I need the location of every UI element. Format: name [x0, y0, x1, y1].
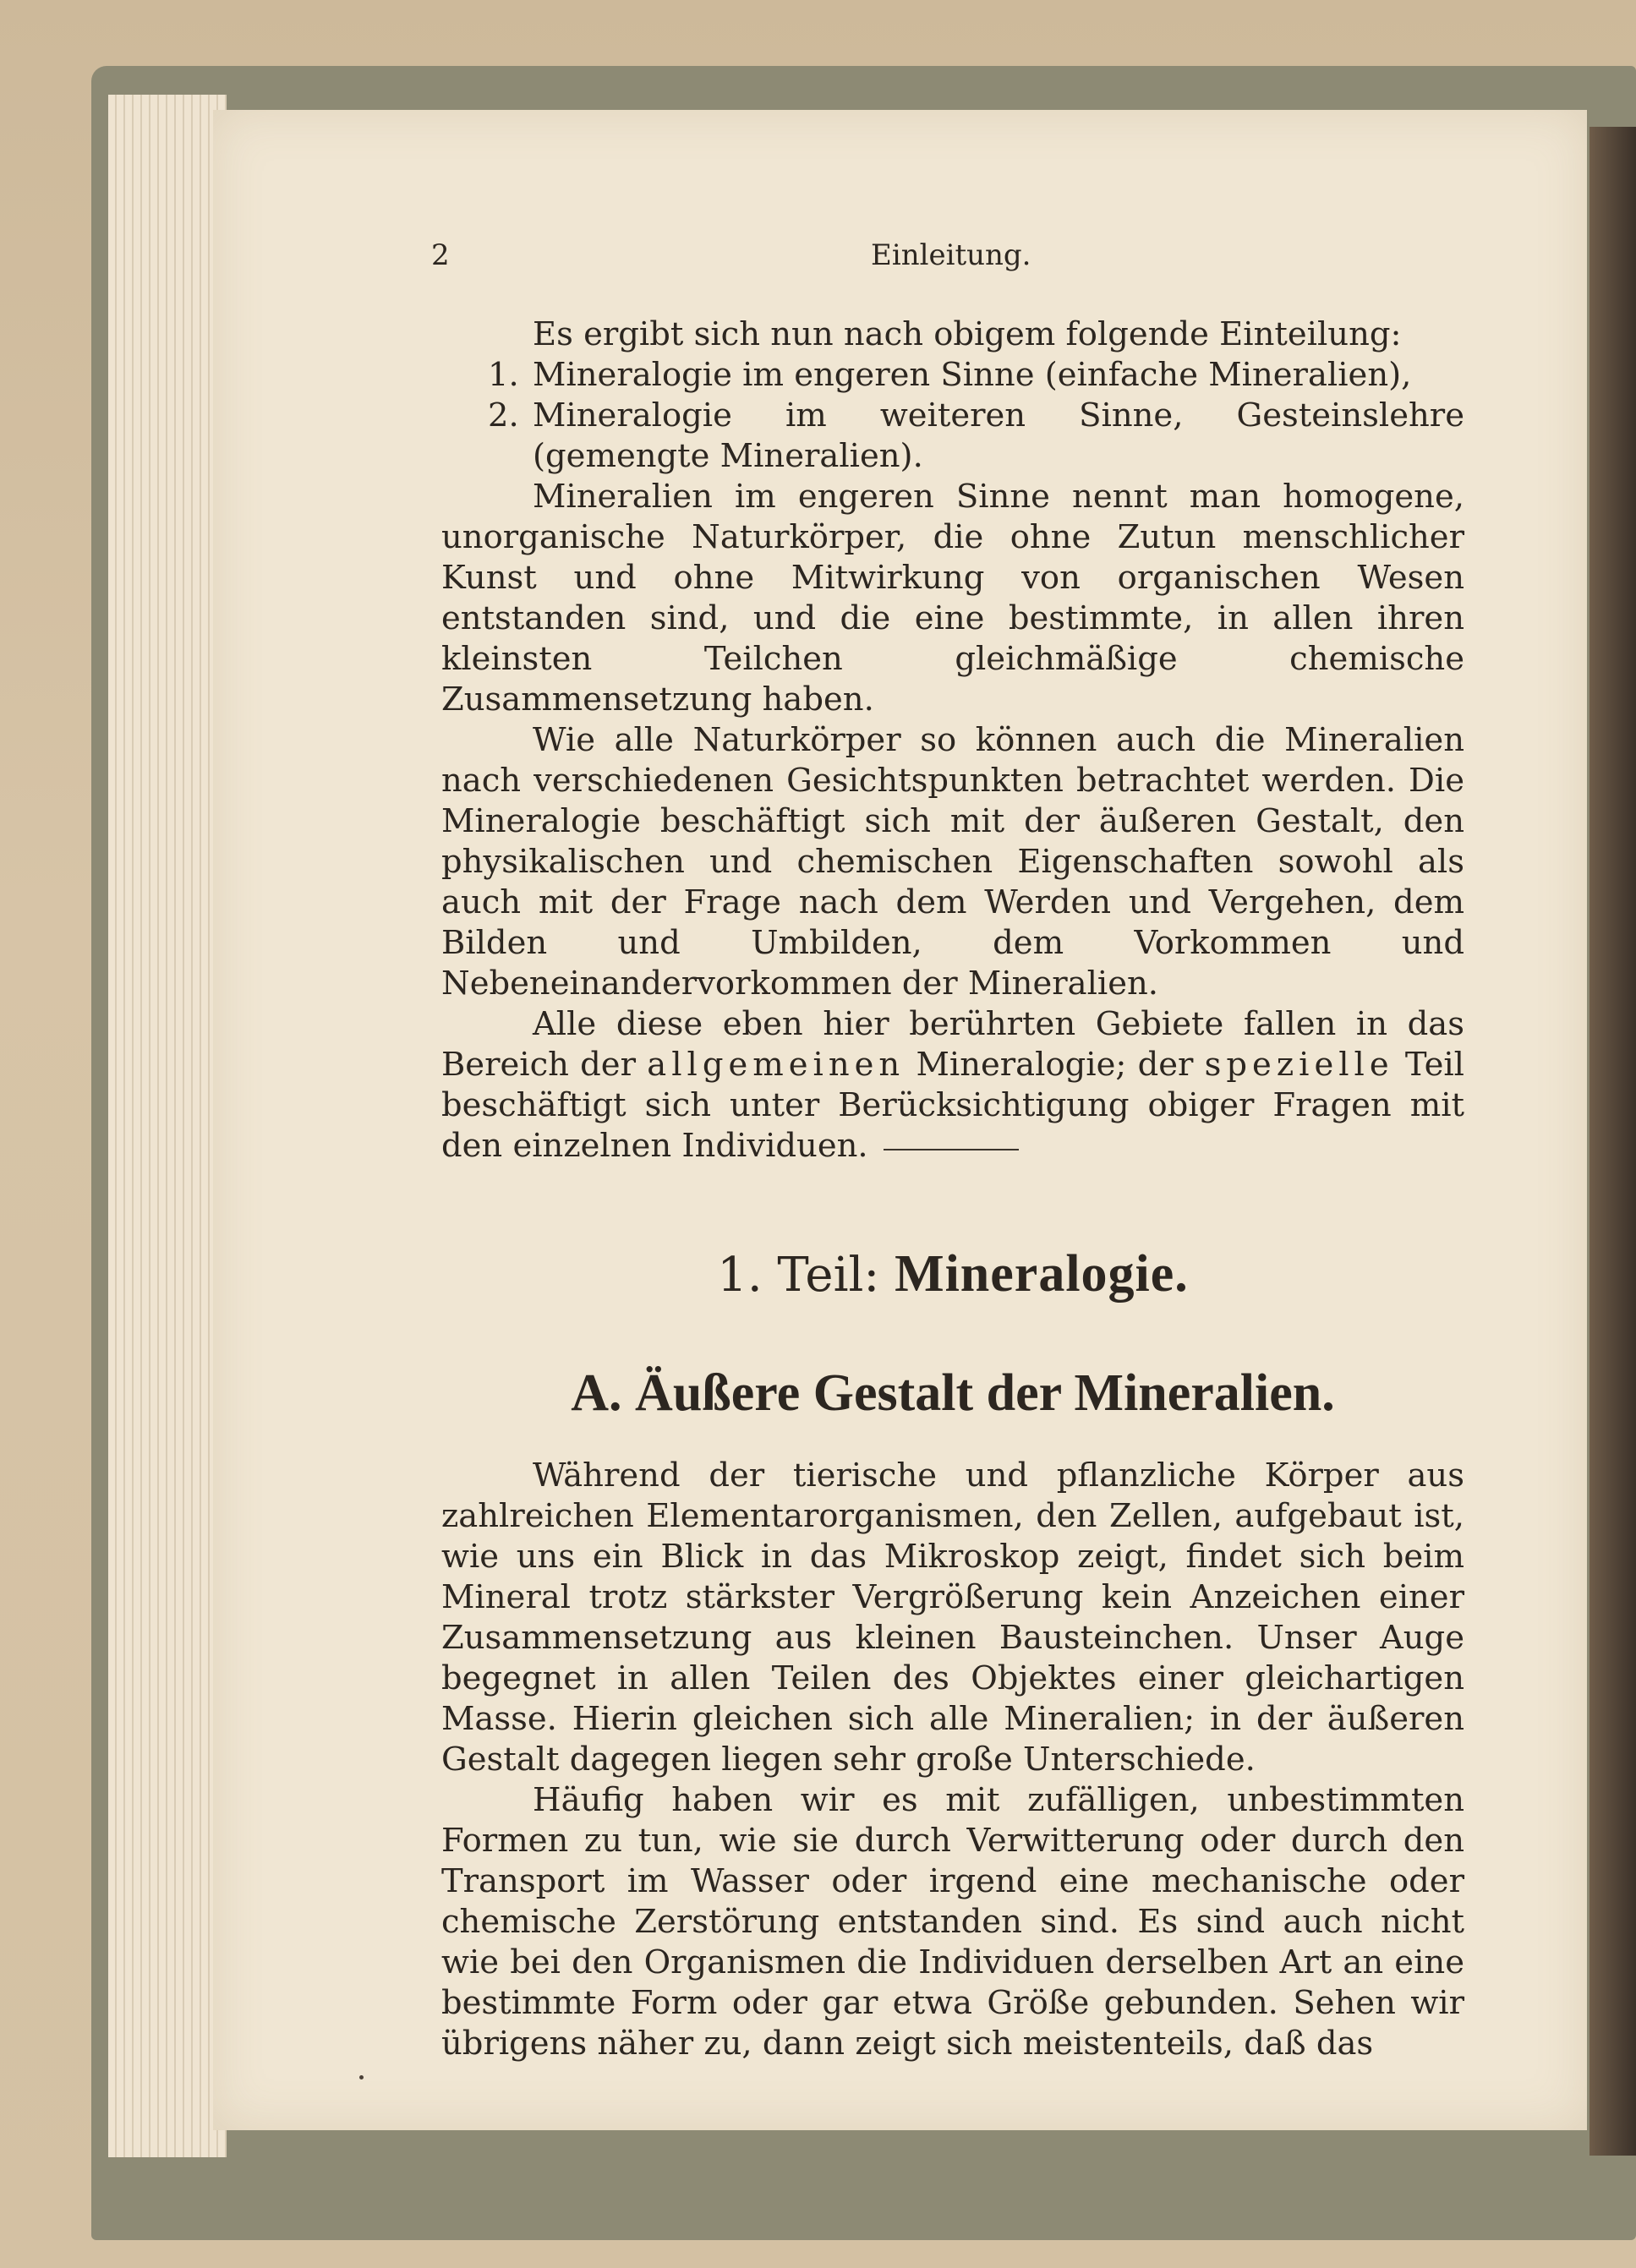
paper-speck	[359, 2075, 364, 2079]
list-item	[441, 396, 1464, 477]
emphasized-term: allgemeinen	[647, 1046, 906, 1084]
list-number: 1.	[488, 356, 519, 394]
page-edges	[108, 95, 227, 2157]
list-text: Mineralogie im engeren Sinne (einfache Mineralien),	[533, 356, 1412, 394]
part-prefix: 1. Teil:	[717, 1248, 880, 1303]
classification-list	[441, 355, 1464, 477]
paragraph: Mineralien im engeren Sinne nennt man homogene, unorganische Naturkörper, die ohne Zutun menschlicher Kunst und ohne Mitwirkung von organischen Wesen entstanden sind, und die eine bestimmte, in allen ihren kleinsten Teilchen gleichmäßige chemische Zusammensetzung haben.	[441, 478, 1464, 719]
intro-lead: Es ergibt sich nun nach obigem folgende Einteilung:	[533, 315, 1402, 353]
list-number: 2.	[488, 396, 519, 434]
section-divider	[884, 1149, 1019, 1150]
list-item	[441, 355, 1464, 396]
text-run: Mineralogie; der	[916, 1046, 1194, 1084]
list-text: Mineralogie im weiteren Sinne, Gesteinslehre (gemengte Mineralien).	[533, 396, 1464, 475]
running-head: Einleitung.	[871, 238, 1031, 272]
paragraph: Wie alle Naturkörper so können auch die Mineralien nach verschiedenen Gesichtspunkten betrachtet werden. Die Mineralogie beschäftigt sich mit der äußeren Gestalt, den physikalischen und chemischen Eigenschaften sowohl als auch mit der Frage nach dem Werden und Vergehen, dem Bilden und Umbilden, dem Vorkommen und Nebeneinandervorkommen der Mineralien.	[441, 721, 1464, 1003]
page-header	[431, 238, 1471, 272]
paragraph: Während der tierische und pflanzliche Körper aus zahlreichen Elementarorganismen, den Zellen, aufgebaut ist, wie uns ein Blick in das Mikroskop zeigt, findet sich beim Mineral trotz stärkster Vergrößerung kein Anzeichen einer Zusammensetzung aus kleinen Bausteinchen. Unser Auge begegnet in allen Teilen des Objektes einer gleichartigen Masse. Hierin gleichen sich alle Mineralien; in der äußeren Gestalt dagegen liegen sehr große Unterschiede.	[441, 1456, 1464, 1779]
part-title	[441, 1244, 1464, 1305]
section-body	[441, 1456, 1464, 2064]
paragraph: Häufig haben wir es mit zufälligen, unbestimmten Formen zu tun, wie sie durch Verwitterung oder durch den Transport im Wasser oder irgend eine mechanische oder chemische Zerstörung entstanden sind. Es sind auch nicht wie bei den Organismen die Individuen derselben Art an eine bestimmte Form oder gar etwa Größe gebunden. Sehen wir übrigens näher zu, dann zeigt sich meistenteils, daß das	[441, 1781, 1464, 2063]
book-spine-shadow	[1589, 127, 1636, 2156]
text-run: Teil beschäftigt sich unter Berücksichtigung obiger Fragen mit den einzelnen Individuen.	[441, 1046, 1464, 1165]
text-run: Alle diese eben hier berührten Gebiete fallen in das Bereich der	[441, 1005, 1464, 1084]
page-number: 2	[431, 238, 450, 272]
section-title: A. Äußere Gestalt der Mineralien.	[571, 1364, 1335, 1422]
emphasized-term: spezielle	[1204, 1046, 1394, 1084]
intro-block	[441, 314, 1464, 1167]
paragraph	[441, 1004, 1464, 1167]
part-name: Mineralogie.	[895, 1245, 1189, 1303]
